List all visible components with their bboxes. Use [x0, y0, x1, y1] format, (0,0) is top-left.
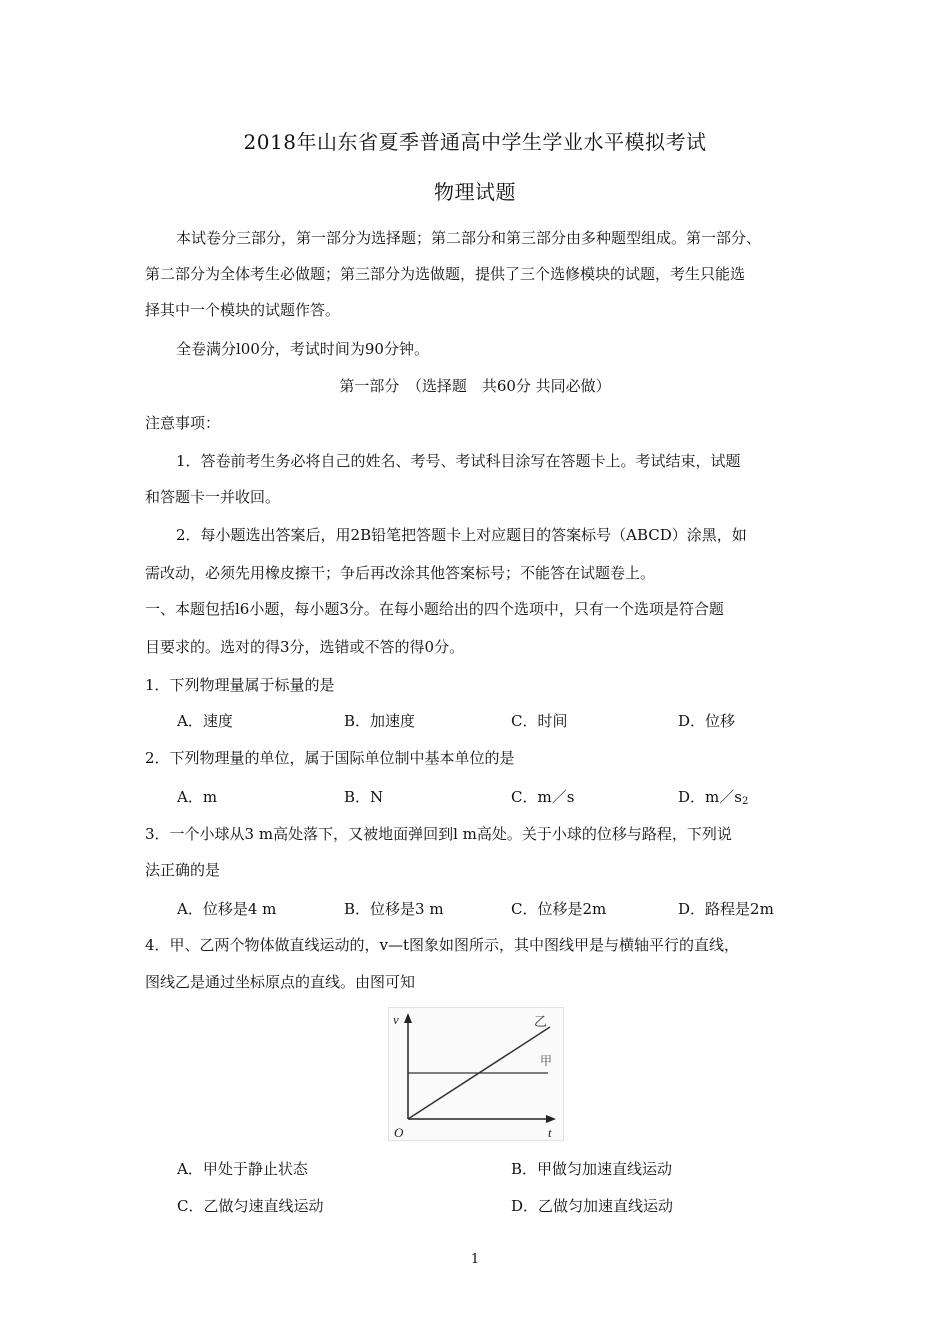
question-2-option-d-text: D．m／s — [678, 788, 742, 806]
exam-subtitle: 物理试题 — [434, 180, 516, 204]
notice-item-2-cont: 需改动，必须先用橡皮擦干；争后再改涂其他答案标号；不能答在试题卷上。 — [145, 564, 656, 582]
question-3-stem: 3．一个小球从3 m高处落下，又被地面弹回到l m高处。关于小球的位移与路程，下列说 — [145, 825, 732, 843]
question-3-stem-cont: 法正确的是 — [145, 861, 221, 879]
question-1-option-c: C．时间 — [511, 712, 568, 730]
question-2-option-b: B．N — [344, 788, 384, 806]
question-4-stem-cont: 图线乙是通过坐标原点的直线。由图可知 — [145, 973, 416, 991]
question-2-option-c: C．m／s — [511, 788, 575, 806]
exam-title: 2018年山东省夏季普通高中学生学业水平模拟考试 — [243, 130, 707, 154]
vt-graph — [388, 1007, 564, 1141]
question-4-option-b: B．甲做匀加速直线运动 — [511, 1160, 673, 1178]
question-1-option-b: B．加速度 — [344, 712, 416, 730]
notice-item-2: 2．每小题选出答案后，用2B铅笔把答题卡上对应题目的答案标号（ABCD）涂黑，如 — [176, 526, 747, 544]
question-2-option-d — [678, 786, 748, 807]
question-3-option-d: D．路程是2m — [678, 900, 774, 918]
notice-title: 注意事项： — [145, 414, 221, 432]
score-time-info: 全卷满分l00分，考试时间为90分钟。 — [176, 340, 429, 358]
intro-paragraph-line: 第二部分为全体考生必做题；第三部分为选做题，提供了三个选修模块的试题，考生只能选 — [145, 265, 746, 283]
question-3-option-b: B．位移是3 m — [344, 900, 444, 918]
axis-label-v: v — [393, 1012, 399, 1027]
line-yi-label: 乙 — [534, 1015, 548, 1030]
question-4-stem: 4．甲、乙两个物体做直线运动的，v—t图象如图所示，其中图线甲是与横轴平行的直线， — [145, 936, 740, 954]
intro-paragraph-line: 本试卷分三部分，第一部分为选择题；第二部分和第三部分由多种题型组成。第一部分、 — [176, 229, 762, 247]
question-3-option-c: C．位移是2m — [511, 900, 607, 918]
question-3-option-a: A．位移是4 m — [177, 900, 277, 918]
line-jia-label: 甲 — [540, 1054, 553, 1068]
page-number: 1 — [470, 1252, 480, 1267]
vt-graph-figure — [388, 1007, 564, 1141]
intro-paragraph-line: 择其中一个模块的试题作答。 — [145, 301, 341, 319]
question-2-option-a: A．m — [177, 788, 218, 806]
superscript-2: 2 — [741, 796, 749, 807]
notice-item-1: 1．答卷前考生务必将自己的姓名、考号、考试科目涂写在答题卡上。考试结束，试题 — [176, 452, 741, 470]
question-1-option-d: D．位移 — [678, 712, 736, 730]
question-4-option-c: C．乙做匀速直线运动 — [177, 1197, 324, 1215]
question-1-stem: 1．下列物理量属于标量的是 — [145, 676, 335, 694]
section-instructions-cont: 目要求的。选对的得3分，选错或不答的得0分。 — [145, 638, 465, 656]
question-4-option-d: D．乙做匀加速直线运动 — [511, 1197, 674, 1215]
question-2-stem: 2．下列物理量的单位，属于国际单位制中基本单位的是 — [145, 749, 515, 767]
axis-label-t: t — [548, 1125, 552, 1140]
question-4-option-a: A．甲处于静止状态 — [177, 1160, 308, 1178]
origin-label: O — [394, 1125, 404, 1140]
section-instructions: 一、本题包括l6小题，每小题3分。在每小题给出的四个选项中，只有一个选项是符合题 — [145, 600, 724, 618]
question-1-option-a: A．速度 — [177, 712, 233, 730]
notice-item-1-cont: 和答题卡一并收回。 — [145, 488, 281, 506]
part1-heading: 第一部分 （选择题 共60分 共同必做） — [339, 377, 611, 395]
